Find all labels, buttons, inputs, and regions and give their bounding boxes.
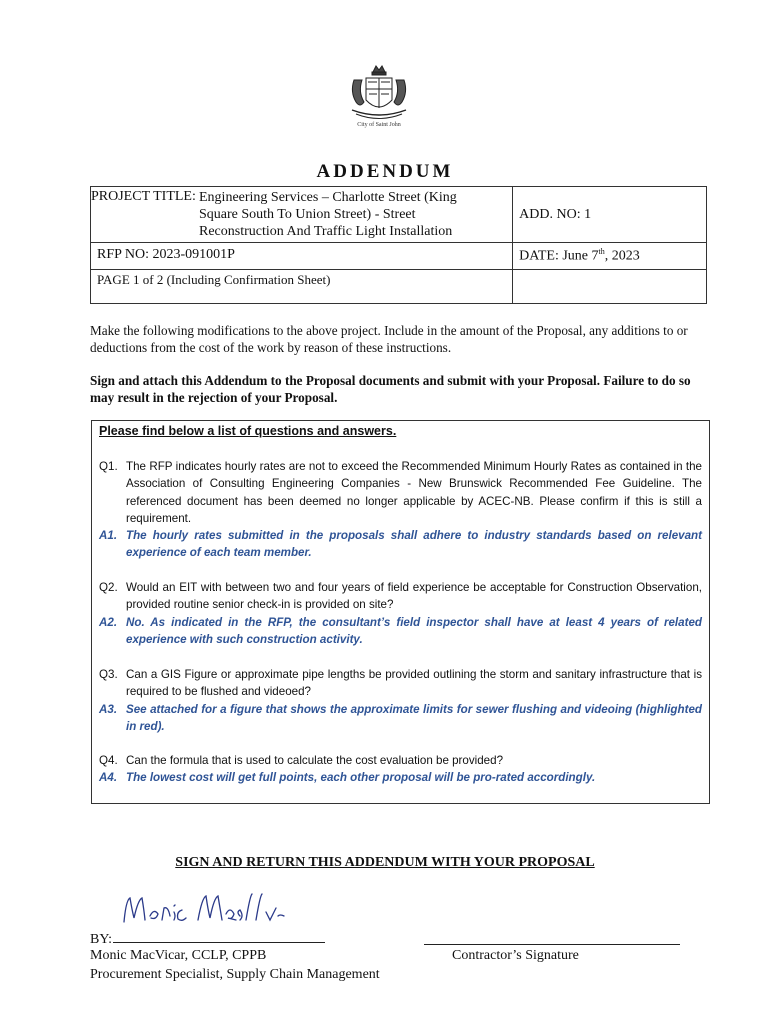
city-crest-logo <box>346 62 412 130</box>
question-number: Q3. <box>99 668 118 681</box>
project-title-label: PROJECT TITLE: <box>91 189 196 204</box>
project-title-line: Reconstruction And Traffic Light Installation <box>199 224 453 239</box>
date-suffix-sup: th <box>598 247 605 256</box>
question-text: The RFP indicates hourly rates are not to exceed the Recommended Minimum Hourly Rates as contained in the Association of Consulting Engineering Companies - New Brunswick Recommended Fee Guideline. The referenced document has been deemed no longer applicable by ACEC-NB. Please confirm if this is still a requirement. <box>126 460 702 525</box>
date-cell <box>513 243 707 270</box>
answer-text: The hourly rates submitted in the proposals shall adhere to industry standards based on relevant experience of each team member. <box>126 529 702 560</box>
qa-heading: Please find below a list of questions and answers. <box>99 424 397 438</box>
page-count-cell <box>91 270 513 304</box>
question-number: Q4. <box>99 754 118 767</box>
signer-role: Procurement Specialist, Supply Chain Management <box>90 967 380 982</box>
question-text: Can a GIS Figure or approximate pipe lengths be provided outlining the storm and sanitary infrastructure that is required to be flushed and videoed? <box>126 668 702 699</box>
by-line <box>90 930 325 948</box>
page-count: PAGE 1 of 2 (Including Confirmation Sheet) <box>97 272 331 287</box>
answer-number: A2. <box>99 615 118 629</box>
signature-line <box>113 930 325 943</box>
answer-number: A4. <box>99 771 118 785</box>
question-text: Can the formula that is used to calculate the cost evaluation be provided? <box>126 754 504 767</box>
date-prefix: DATE: June 7 <box>519 248 599 264</box>
qa-item <box>99 752 702 787</box>
signer-name: Monic MacVicar, CCLP, CPPB <box>90 948 267 963</box>
rfp-no-cell <box>91 243 513 270</box>
by-label: BY: <box>90 932 113 947</box>
contractor-signature-label: Contractor’s Signature <box>452 948 579 963</box>
contractor-signature-line <box>424 944 680 945</box>
crest-caption: City of Saint John <box>357 122 401 128</box>
answer-text: See attached for a figure that shows the approximate limits for sewer flushing and videoing (highlighted in red). <box>126 702 702 733</box>
rfp-no: RFP NO: 2023-091001P <box>97 247 235 262</box>
qa-item <box>99 579 702 648</box>
sign-attach-instructions: Sign and attach this Addendum to the Proposal documents and submit with your Proposal. Failure to do so may result in the rejection of your Proposal. <box>90 373 691 405</box>
qa-item <box>99 666 702 735</box>
qa-box <box>91 420 710 804</box>
project-title-line: Engineering Services – Charlotte Street (King <box>199 190 457 205</box>
date-year: , 2023 <box>604 248 640 264</box>
question-number: Q1. <box>99 460 118 473</box>
modification-instructions: Make the following modifications to the above project. Include in the amount of the Proposal, any additions to or deductions from the cost of the work by reason of these instructions. <box>90 323 688 355</box>
handwritten-signature <box>118 886 288 930</box>
empty-cell <box>513 270 707 304</box>
answer-number: A1. <box>99 529 118 543</box>
answer-text: No. As indicated in the RFP, the consultant’s field inspector shall have at least 4 years of related experience with such construction activity. <box>126 615 702 646</box>
answer-text: The lowest cost will get full points, each other proposal will be pro-rated accordingly. <box>126 771 596 785</box>
project-info-table <box>90 186 707 304</box>
add-no: ADD. NO: 1 <box>519 206 592 222</box>
question-text: Would an EIT with between two and four years of field experience be acceptable for Construction Observation, provided routine senior check-in is provided on site? <box>126 581 702 612</box>
project-title-cell <box>91 187 513 243</box>
question-number: Q2. <box>99 581 118 594</box>
project-title-line: Square South To Union Street) - Street <box>199 207 416 222</box>
sign-return-heading: SIGN AND RETURN THIS ADDENDUM WITH YOUR PROPOSAL <box>175 855 595 870</box>
project-title-value <box>199 187 489 240</box>
answer-number: A3. <box>99 702 118 716</box>
add-no-cell <box>513 187 707 243</box>
document-title: ADDENDUM <box>316 161 454 182</box>
qa-item <box>99 458 702 562</box>
